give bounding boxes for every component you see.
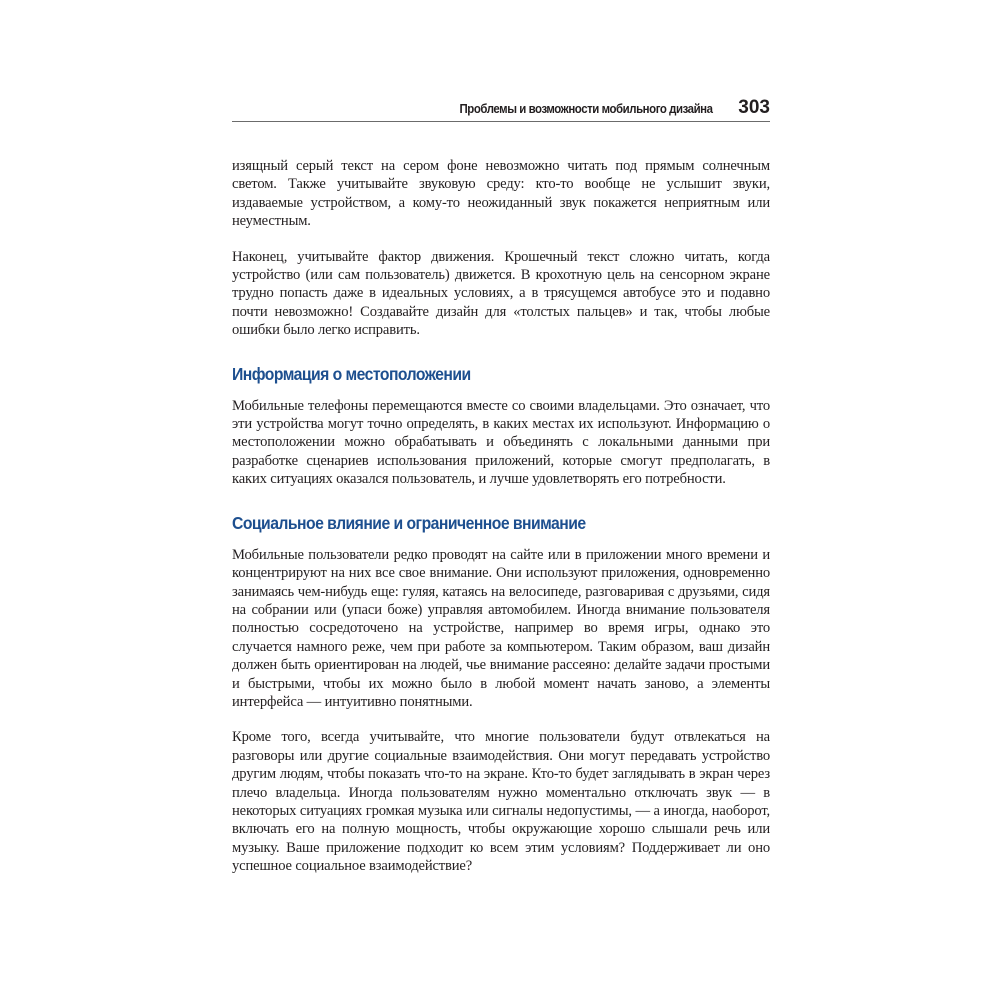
body-text — [232, 157, 770, 876]
paragraph: изящный серый текст на сером фоне невозможно читать под прямым солнечным светом. Также учитывайте звуковую среду: кто-то вообще не услышит звуки, издаваемые устройством, а кому-то неожиданный звук покажется неприятным или неуместным. — [232, 158, 770, 230]
section-heading-location: Информация о местоположении — [232, 363, 471, 384]
paragraph: Наконец, учитывайте фактор движения. Крошечный текст сложно читать, когда устройство (или сам пользователь) движется. В крохотную цель на сенсорном экране трудно попасть даже в идеальных условиях, а в трясущемся автобусе это и подавно почти невозможно! Создавайте дизайн для «толстых пальцев» и так, чтобы любые ошибки было легко исправить. — [232, 248, 770, 339]
book-page — [232, 92, 770, 893]
page-number: 303 — [738, 97, 770, 118]
paragraph: Мобильные телефоны перемещаются вместе со своими владельцами. Это означает, что эти устройства могут точно определять, в каких местах их используют. Информацию о местоположении можно обрабатывать и объединять с локальными данными при разработке сценариев использования приложений, которые смогут предполагать, в каких ситуациях оказался пользователь, и лучше удовлетворять его потребности. — [232, 397, 770, 488]
running-head — [232, 92, 770, 122]
running-title: Проблемы и возможности мобильного дизайна — [459, 101, 713, 116]
paragraph: Кроме того, всегда учитывайте, что многие пользователи будут отвлекаться на разговоры или другие социальные взаимодействия. Они могут передавать устройство другим людям, чтобы показать что-то на экране. Кто-то будет заглядывать в экран через плечо владельца. Иногда пользователям нужно моментально отключать звук — в некоторых ситуациях громкая музыка или сигналы недопустимы, — а иногда, наоборот, включать его на полную мощность, чтобы окружающие хорошо слышали речь или музыку. Ваше приложение подходит ко всем этим условиям? Поддерживает ли оно успешное социальное взаимодействие? — [232, 729, 770, 875]
paragraph: Мобильные пользователи редко проводят на сайте или в приложении много времени и концентрируют на них все свое внимание. Они используют приложения, одновременно занимаясь чем-нибудь еще: гуляя, катаясь на велосипеде, разговаривая с друзьями, сидя на собрании или (упаси боже) управляя автомобилем. Иногда внимание пользователя полностью сосредоточено на устройстве, например во время игры, однако это случается намного реже, чем при работе за компьютером. Таким образом, ваш дизайн должен быть ориентирован на людей, чье внимание рассеяно: делайте задачи простыми и быстрыми, чтобы их можно было в любой момент начать заново, а элементы интерфейса — интуитивно понятными. — [232, 546, 770, 710]
section-heading-social: Социальное влияние и ограниченное внимание — [232, 512, 586, 533]
